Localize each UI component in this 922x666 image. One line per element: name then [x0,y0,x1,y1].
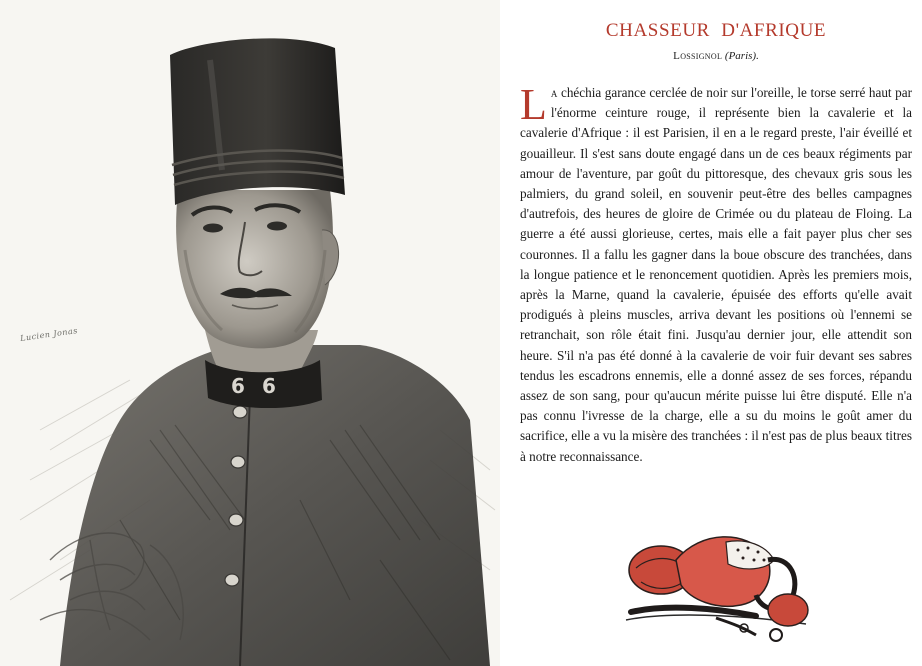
collar-number-right: 6 [262,374,276,398]
author-name: Lossignol [673,50,723,62]
first-word: a [550,85,558,100]
saddle-ornament [616,500,816,650]
text-column [520,0,912,666]
author-line [520,50,912,62]
page-title: CHASSEUR D'AFRIQUE [605,20,827,41]
collar-number-left: 6 [231,374,245,398]
drop-cap: L [520,80,547,129]
body-text: chéchia garance cerclée de noir sur l'oreille, le torse serré haut par l'énorme ceinture rouge, il représente bien la cavalerie et la cavalerie d'Afrique : il est Parisien, il en a le regard preste, l'air éveillé et gouailleur. Il s'est sans doute engagé dans un de ces beaux régiments par amour de l'aventure, par goût du pittoresque, des chevaux gris sous les palmiers, du grand soleil, en souvenir peut-être des belles campagnes d'autrefois, des heures de gloire de Crimée ou du plateau de Floing. La guerre a été aussi glorieuse, certes, mais elle a fait payer plus cher ses couronnes. Il a fallu les gagner dans la boue obscure des tranchées, dans la longue patience et le renoncement quotidien. Après les premiers mois, après la Marne, quand la cavalerie, épuisée des efforts qu'elle avait prodigués à pleins muscles, arriva devant les positions où l'ennemi se retranchait, son rôle était fini. Jusqu'au dernier jour, elle attendit son heure. S'il n'a pas été donné à la cavalerie de voir fuir devant ses sabres tendus les escadrons ennemis, elle a donné assez de ses forces, répandu assez de son sang, pour qu'aucun mérite puisse lui être disputé. Elle n'a pas connu l'ivresse de la charge, elle a su du moins le goût amer du sacrifice, elle a vu la misère des tranchées : il n'est pas de plus beaux titres à notre reconnaissance. [520,85,912,464]
article-body [520,80,912,467]
author-place: (Paris). [724,50,759,62]
artist-signature: Lucien Jonas [19,326,79,343]
